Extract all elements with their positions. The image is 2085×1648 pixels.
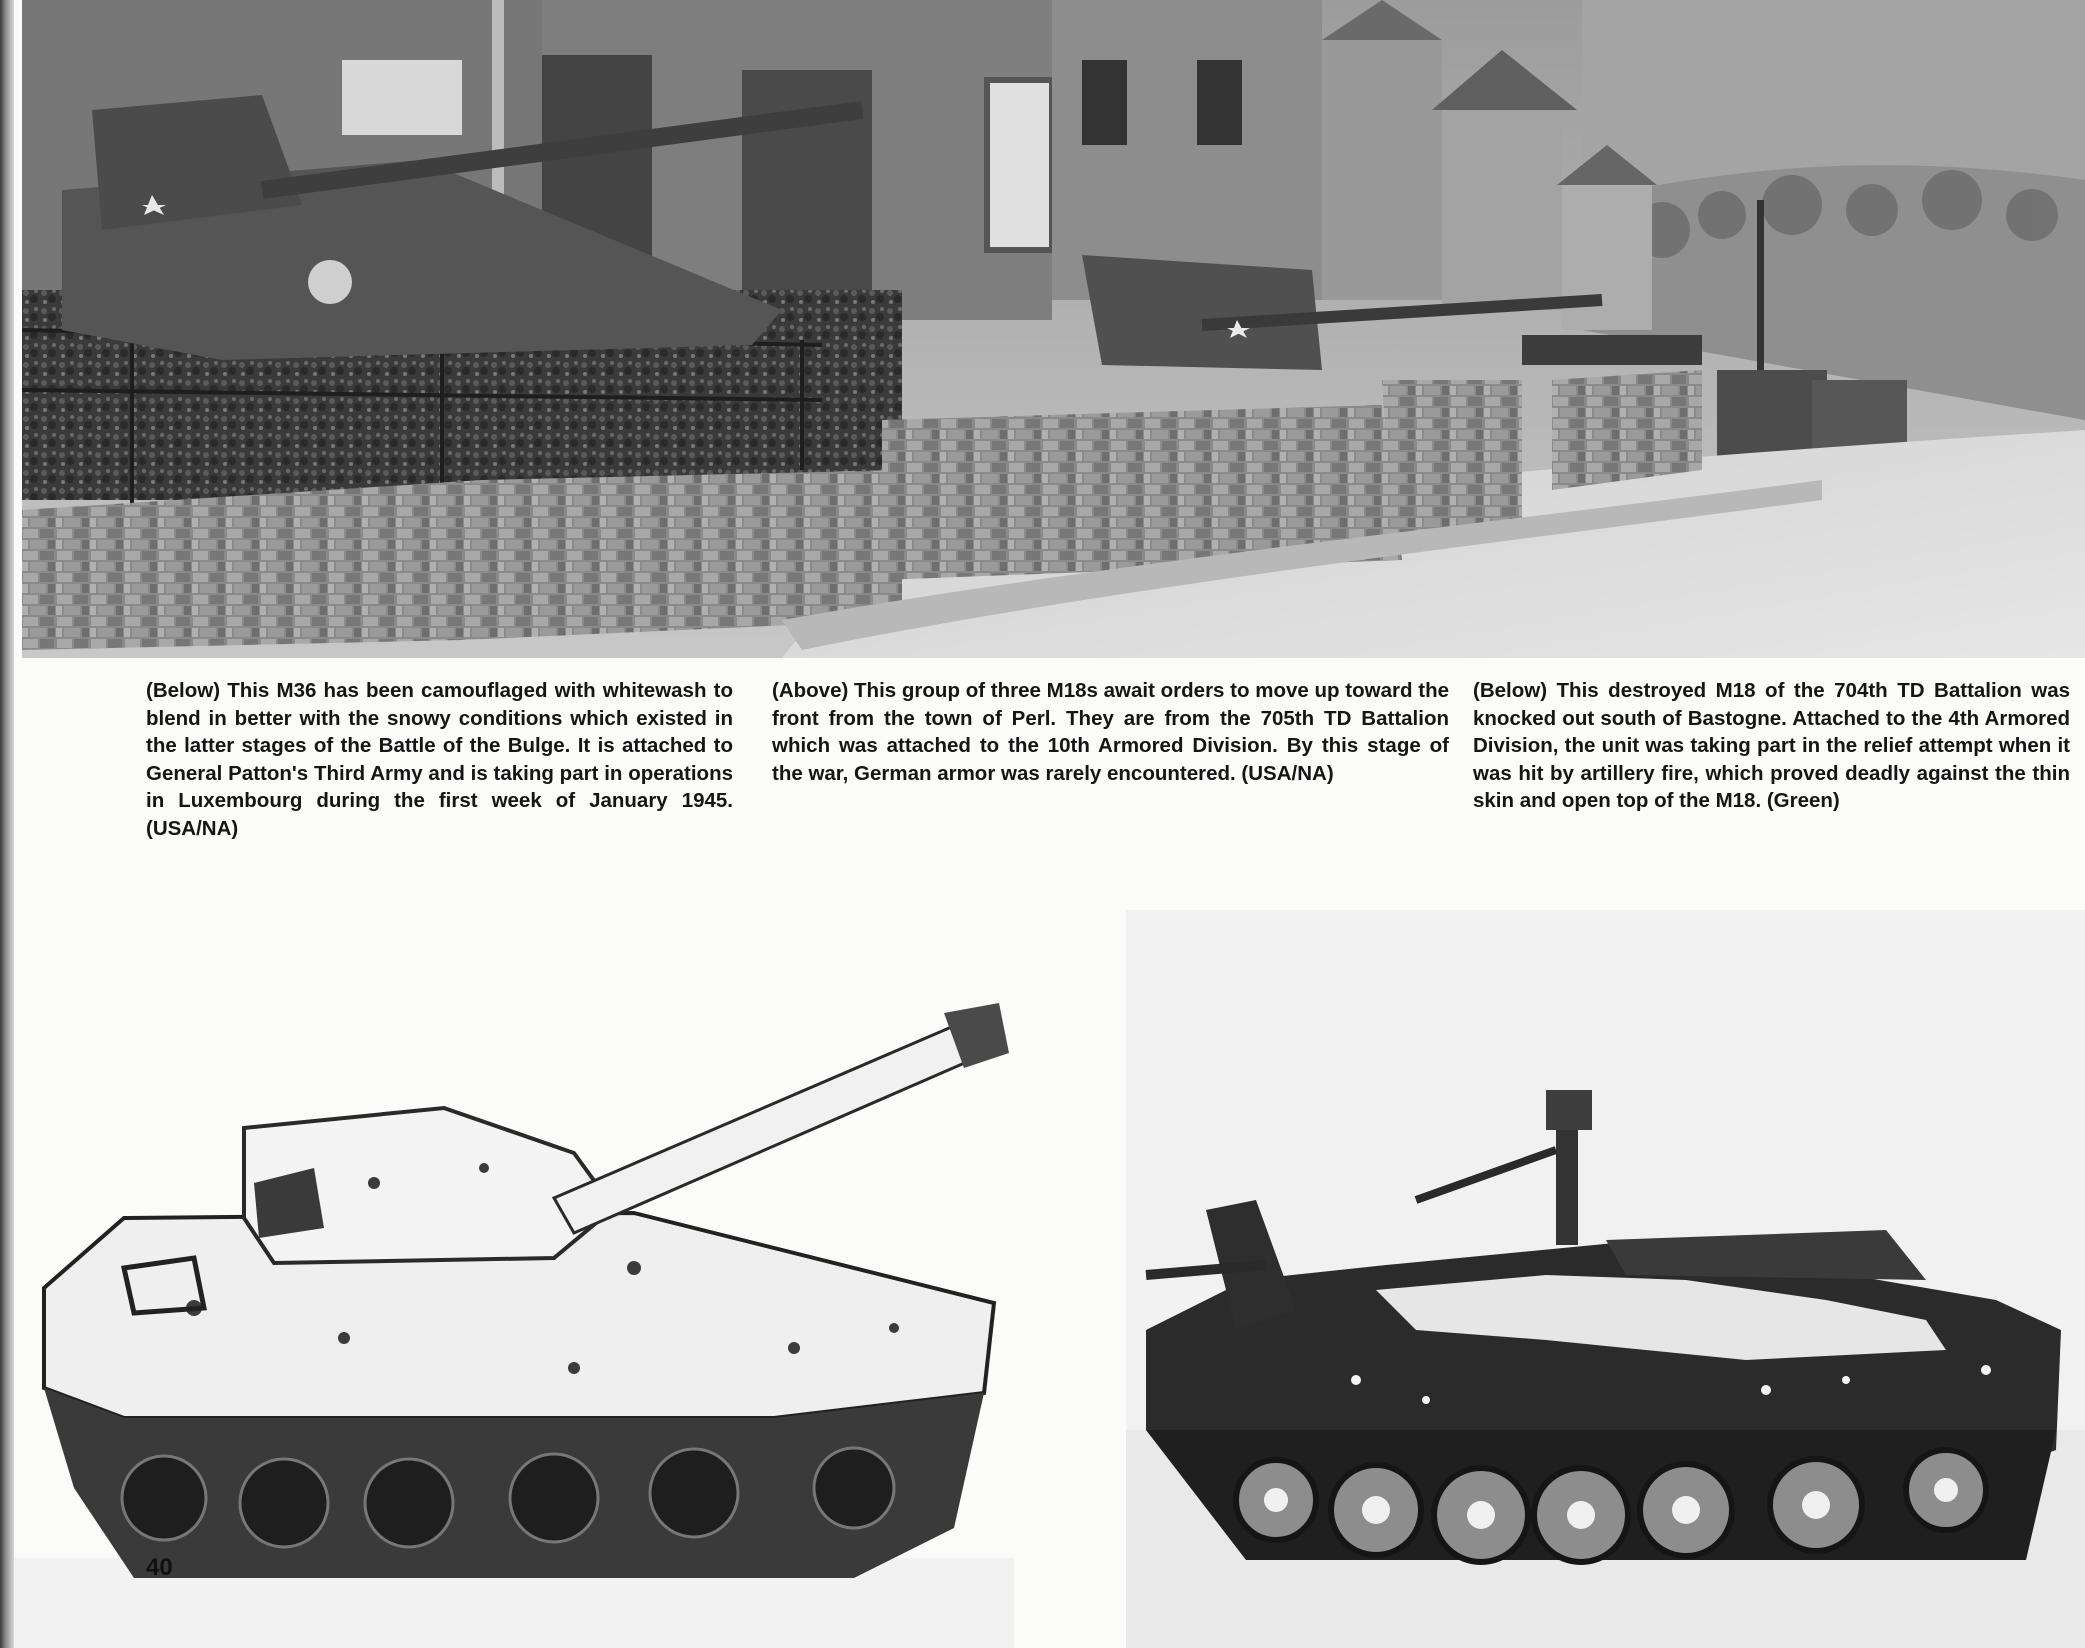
caption-destroyed-m18: (Below) This destroyed M18 of the 704th TD Battalion was knocked out south of Bastogne. Attached to the 4th Armored Division, the unit was taking part in the relief attempt when it was hit by artillery fire, which proved deadly against the thin skin and open top of the M18. (Green) (1473, 679, 2070, 812)
photo-m36-whitewash-image (14, 968, 1014, 1648)
photo-m36-whitewash (14, 968, 1014, 1648)
photo-destroyed-m18 (1126, 910, 2085, 1648)
page-number: 40 (146, 1554, 173, 1581)
photo-m18s-in-perl-image (22, 0, 2085, 658)
page-binding-edge (0, 0, 14, 1648)
photo-m18s-in-perl (22, 0, 2085, 658)
caption-m36-whitewash: (Below) This M36 has been camouflaged with whitewash to blend in better with the snowy conditions which existed in the latter stages of the Battle of the Bulge. It is attached to General Patton's Third Army and is taking part in operations in Luxembourg during the first week of January 1945. (USA/NA) (146, 679, 733, 840)
caption-m18s-perl: (Above) This group of three M18s await orders to move up toward the front from the town of Perl. They are from the 705th TD Battalion which was attached to the 10th Armored Division. By this stage of the war, German armor was rarely encountered. (USA/NA) (772, 679, 1449, 785)
photo-destroyed-m18-image (1126, 910, 2085, 1648)
